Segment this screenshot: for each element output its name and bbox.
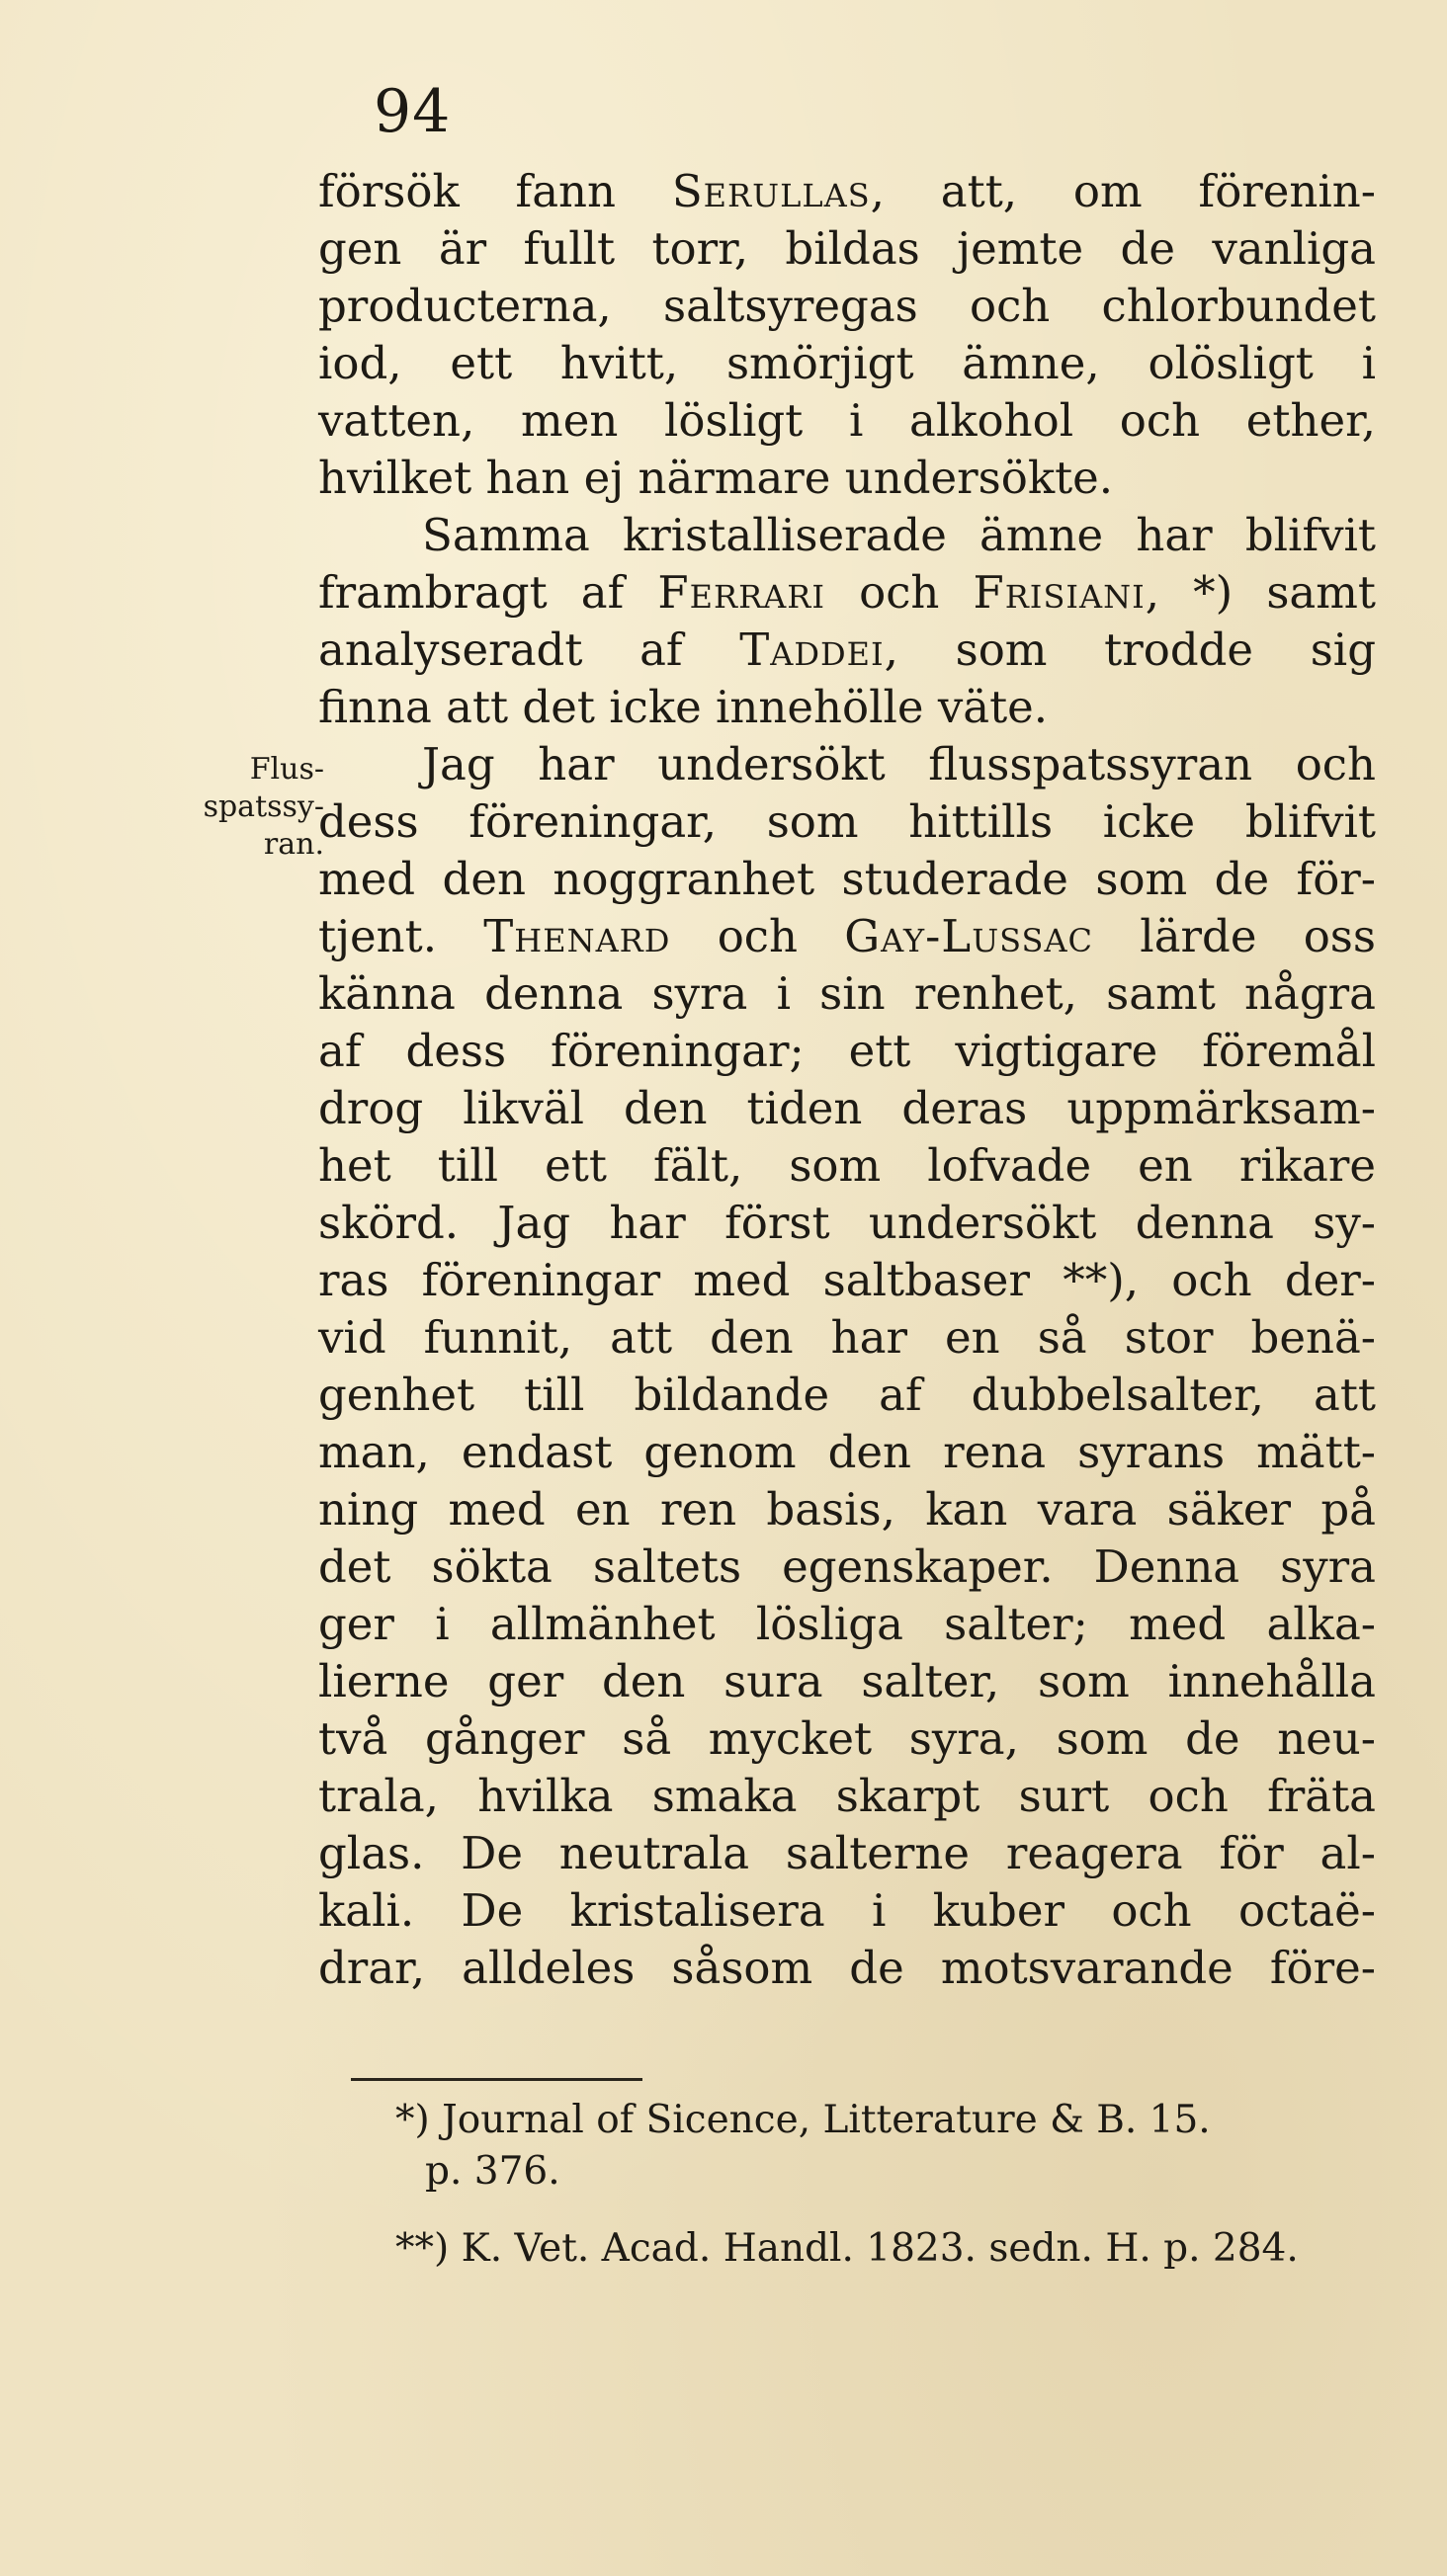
text-line (318, 1481, 1376, 1538)
text-line (318, 622, 1376, 679)
text-line (318, 1195, 1376, 1252)
text-segment: finna att det icke innehölle väte. (318, 681, 1049, 733)
margin-note-line: ran. (263, 827, 324, 862)
text-segment: skörd. Jag har först undersökt denna sy- (318, 1197, 1376, 1249)
text-line (318, 1252, 1376, 1309)
text-segment: frambragt af (318, 566, 658, 619)
body-text (318, 163, 1376, 1997)
text-line (318, 1080, 1376, 1137)
margin-note-line: Flus- (249, 752, 324, 787)
text-segment: producterna, saltsyregas och chlorbundet (318, 280, 1376, 332)
author-name: Ferrari (657, 566, 826, 619)
text-segment: , att, om förenin- (870, 165, 1376, 217)
text-line (318, 1710, 1376, 1768)
text-segment: det sökta saltets egenskaper. Denna syra (318, 1540, 1376, 1593)
text-segment: drar, alldeles såsom de motsvarande före- (318, 1942, 1376, 1994)
footnote-line: *) Journal of Sicence, Litterature & B. 15. (395, 2098, 1211, 2142)
text-line (318, 1653, 1376, 1710)
text-line (318, 1882, 1376, 1940)
page-number: 94 (374, 77, 452, 146)
text-segment: ger i allmänhet lösliga salter; med alka- (318, 1598, 1376, 1650)
text-segment: , som trodde sig (884, 623, 1377, 676)
text-segment: gen är fullt torr, bildas jemte de vanliga (318, 222, 1376, 275)
text-segment: drog likväl den tiden deras uppmärksam- (318, 1082, 1376, 1134)
text-line (318, 793, 1376, 851)
text-line (318, 1023, 1376, 1080)
text-line (318, 1538, 1376, 1596)
text-line (318, 392, 1376, 450)
text-line (318, 278, 1376, 335)
text-segment: analyseradt af (318, 623, 740, 676)
text-segment: lierne ger den sura salter, som innehålla (318, 1655, 1376, 1707)
text-segment: och (825, 566, 974, 619)
text-segment: känna denna syra i sin renhet, samt några (318, 967, 1376, 1020)
paragraph (318, 736, 1376, 1997)
text-line (318, 851, 1376, 908)
text-line (318, 1367, 1376, 1424)
text-line (318, 335, 1376, 392)
text-segment: iod, ett hvitt, smörjigt ämne, olösligt i (318, 337, 1376, 389)
footnote-line: **) K. Vet. Acad. Handl. 1823. sedn. H. p. 284. (395, 2226, 1299, 2271)
text-line (318, 1596, 1376, 1653)
paragraph (318, 507, 1376, 736)
text-segment: med den noggranhet studerade som de för- (318, 853, 1376, 905)
text-line (318, 908, 1376, 965)
text-segment: ras föreningar med saltbaser **), och der- (318, 1254, 1376, 1306)
text-segment: försök fann (318, 165, 672, 217)
text-segment: två gånger så mycket syra, som de neu- (318, 1712, 1376, 1765)
text-line (318, 507, 1376, 564)
text-segment: tjent. (318, 910, 484, 962)
text-line (318, 736, 1376, 793)
text-line (318, 564, 1376, 622)
margin-note-line: spatssy- (203, 789, 324, 824)
text-segment: ning med en ren basis, kan vara säker på (318, 1483, 1376, 1536)
author-name: Serullas (671, 165, 871, 217)
author-name: Gay-Lussac (844, 910, 1094, 962)
margin-note (166, 751, 324, 864)
text-line (318, 163, 1376, 220)
text-line (318, 1768, 1376, 1825)
text-segment: vatten, men lösligt i alkohol och ether, (318, 394, 1376, 447)
paragraph (318, 163, 1376, 507)
footnote-rule (351, 2078, 642, 2081)
text-segment: genhet till bildande af dubbelsalter, att (318, 1369, 1376, 1421)
text-segment: hvilket han ej närmare undersökte. (318, 452, 1114, 504)
text-line (318, 1424, 1376, 1481)
text-line (318, 1825, 1376, 1882)
text-line (318, 965, 1376, 1023)
text-line (318, 450, 1376, 507)
text-segment: af dess föreningar; ett vigtigare föremål (318, 1025, 1376, 1077)
text-segment: het till ett fält, som lofvade en rikare (318, 1139, 1376, 1192)
text-line (318, 1137, 1376, 1195)
text-segment: dess föreningar, som hittills icke blifvit (318, 795, 1376, 848)
text-segment: lärde oss (1093, 910, 1376, 962)
text-segment: vid funnit, att den har en så stor benä- (318, 1311, 1376, 1364)
text-line (318, 1940, 1376, 1997)
text-line (318, 679, 1376, 736)
text-segment: man, endast genom den rena syrans mätt- (318, 1426, 1376, 1478)
footnotes (395, 2095, 1374, 2275)
text-line (318, 220, 1376, 278)
text-segment: Samma kristalliserade ämne har blifvit (422, 509, 1376, 561)
text-segment: kali. De kristalisera i kuber och octaë- (318, 1884, 1376, 1937)
text-segment: och (670, 910, 845, 962)
author-name: Taddei (739, 623, 885, 676)
text-segment: glas. De neutrala salterne reagera för al- (318, 1827, 1376, 1879)
text-line (318, 1309, 1376, 1367)
text-segment: Jag har undersökt flusspatssyran och (422, 738, 1376, 790)
text-segment: , *) samt (1145, 566, 1376, 619)
text-segment: trala, hvilka smaka skarpt surt och fräta (318, 1770, 1376, 1822)
author-name: Thenard (483, 910, 671, 962)
author-name: Frisiani (973, 566, 1146, 619)
footnote-line: p. 376. (425, 2149, 560, 2194)
